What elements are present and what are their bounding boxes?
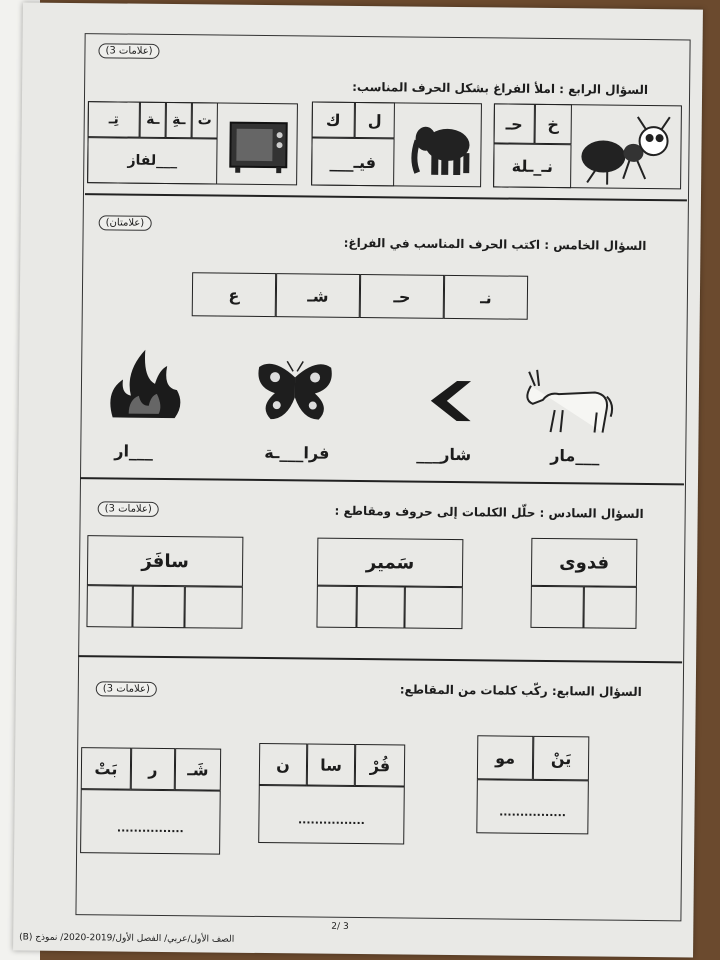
fire-icon [105,343,186,422]
q6-fadwa-cell-1[interactable] [530,586,583,629]
q6-fadwa-cell-2[interactable] [583,586,636,629]
elephant-icon [409,119,476,180]
arrow-icon [417,375,482,428]
q5-letter-nun: نـ [444,275,528,320]
q5-word-donkey[interactable]: ___مار [550,446,600,466]
q7-marks: (3 علامات) [96,681,157,697]
q6-word-safara: سافَرَ [87,535,244,587]
q6-safara-cell-2[interactable] [132,586,184,629]
q7-g3-syllable-1: شَـ [175,748,221,790]
q7-title: السؤال السابع: ركّب كلمات من المقاطع: [399,682,642,699]
worksheet-page [13,2,703,957]
q5-word-arrow[interactable]: شار___ [416,444,472,465]
q4-word-elephant[interactable]: فيـ___ [311,137,394,186]
q7-g2-syllable-3: ن [259,743,307,786]
q7-g1-answer[interactable]: ................ [476,779,589,834]
q5-title: السؤال الخامس : اكتب الحرف المناسب في الفراغ: [343,235,647,254]
footer-info: الصف الأول/عربي/ الفصل الأول/2019-2020/ نموذج (B) [19,932,235,945]
q4-letter-lam: ل [355,102,395,138]
page-number: 3 /2 [331,921,349,932]
q5-letter-shin: شـ [276,273,360,318]
q5-word-fire[interactable]: ___ار [114,441,154,461]
q5-word-butterfly[interactable]: فرا___ـة [264,443,330,463]
donkey-icon [518,366,615,437]
q6-safara-cell-1[interactable] [86,585,132,627]
q4-letter-ha: حـ [494,103,535,143]
q6-title: السؤال السادس : حلّل الكلمات إلى حروف ومقاطع : [334,503,644,521]
q4-letter-ta: ت [192,102,218,138]
q4-letter-kha: خ [535,104,572,144]
q5-letter-ha: حـ [360,274,444,319]
q7-g3-syllable-2: ر [131,748,175,790]
q6-safara-cell-3[interactable] [184,586,242,629]
q4-letter-ta-marbuta: ـة [140,102,166,138]
q4-letter-kaf: ك [312,101,355,137]
q4-word-tv[interactable]: ___لفاز [87,137,217,184]
q4-title: السؤال الرابع : املأ الفراغ بشكل الحرف المناسب: [352,79,649,98]
q5-marks: (علامتان) [99,215,152,231]
q6-samir-cell-2[interactable] [356,586,404,629]
q6-samir-cell-3[interactable] [404,586,462,629]
q7-g3-syllable-3: بَتْ [81,747,131,790]
q7-g2-syllable-1: فُرْ [355,744,405,787]
q4-letter-ta-marbuta-kasra: ـةِ [166,102,192,138]
tv-icon [227,117,290,176]
q4-marks: (3 علامات) [98,43,159,59]
q6-samir-cell-1[interactable] [316,586,356,628]
q7-g2-syllable-2: سا [307,743,355,786]
butterfly-icon [255,357,336,424]
q6-marks: (3 علامات) [98,501,159,517]
q7-g1-syllable-1: يَنْ [533,736,589,781]
q4-word-ant[interactable]: نـ_ـلة [493,143,571,188]
q6-word-samir: سَمير [317,538,463,588]
q7-g1-syllable-2: مو [477,735,533,780]
ant-icon [573,112,680,187]
q5-letter-ain: ع [192,272,276,317]
q7-g3-answer[interactable]: ................ [80,789,221,854]
q4-letter-ta-kasra: تِـ [88,101,140,138]
q7-g2-answer[interactable]: ................ [258,785,405,845]
q6-word-fadwa: فدوى [531,538,637,587]
